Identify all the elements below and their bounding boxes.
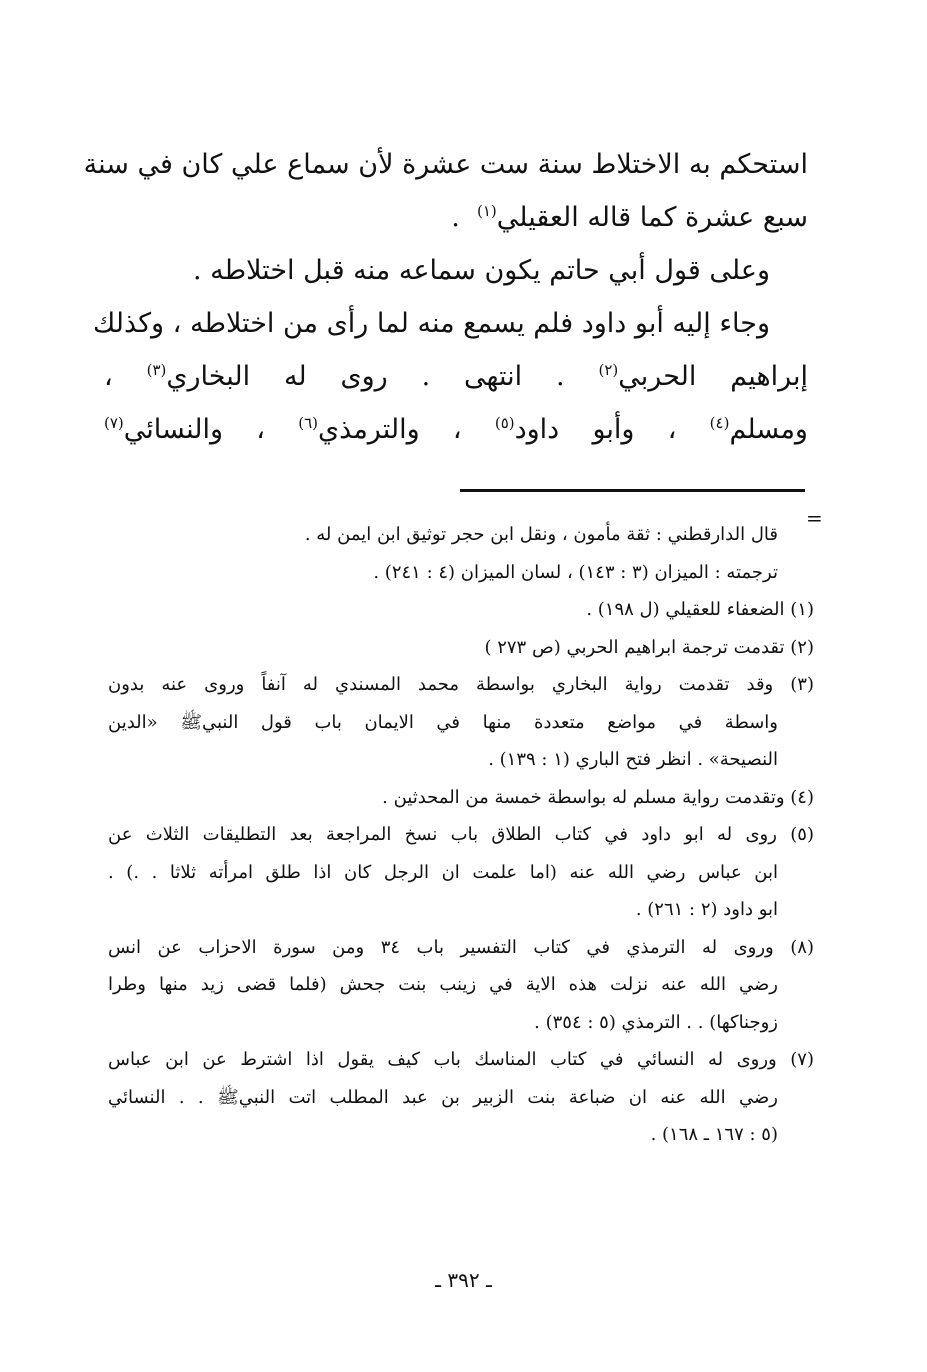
main-line-5-rawa: [147, 361, 388, 392]
footnote-continuation-line: [108, 516, 814, 554]
footnote-line: [108, 666, 814, 704]
footnote-number: (٢): [790, 636, 814, 658]
footnote-line: [108, 1004, 814, 1042]
footnote-marker-5[interactable]: (٥): [494, 414, 515, 432]
footnote-number: (٤): [790, 786, 814, 808]
footnotes: [108, 516, 814, 1154]
main-line-6-d: [104, 414, 265, 445]
footnote-text: الضعفاء للعقيلي (ل ١٩٨) .: [586, 599, 785, 620]
footnote-separator: [460, 489, 805, 492]
footnote-line: [108, 891, 814, 929]
footnote-marker-2[interactable]: (٢): [598, 361, 619, 379]
footnote-line: [108, 966, 814, 1004]
main-text: [83, 138, 808, 456]
footnote-text: وروى له الترمذي في كتاب التفسير باب ٣٤ ومن سورة الاحزاب عن انس: [108, 936, 774, 958]
footnote-continuation-text: قال الدارقطني : ثقة مأمون ، ونقل ابن حجر توثيق ابن ايمن له .: [304, 524, 778, 545]
footnote-line: [108, 704, 814, 742]
main-line-5-mid: . انتهى .: [421, 361, 565, 392]
footnote-text: رضي الله عنه ان ضباعة بنت الزبير بن عبد المطلب اتت النبيﷺ . . النسائي: [108, 1086, 778, 1108]
main-line-2-tail: .: [451, 202, 460, 233]
page-number: ـ ٣٩٢ ـ: [435, 1268, 492, 1292]
footnote-line: [108, 629, 814, 667]
main-line-5-rawa-text: روى له البخاري: [166, 361, 388, 392]
footnote-line: [108, 816, 814, 854]
footnote-marker-4[interactable]: (٤): [709, 414, 730, 432]
main-line-6-abudawud: ، وأبو داود: [514, 414, 677, 445]
main-line-2: [104, 191, 808, 244]
footnote-line: [108, 1116, 814, 1154]
footnote-text: النصيحة» . انظر فتح الباري (١ : ١٣٩) .: [488, 749, 778, 770]
main-line-6-nasai: ، والنسائي: [123, 414, 265, 445]
main-line-6: [104, 403, 808, 456]
main-line-6-tirmidhi: ، والترمذي: [318, 414, 462, 445]
footnote-text: زوجناكها) . . الترمذي (٥ : ٣٥٤) .: [534, 1011, 778, 1033]
footnote-number: (١): [790, 599, 814, 620]
footnote-marker-6[interactable]: (٦): [298, 414, 319, 432]
footnote-text: ابو داود (٢ : ٢٦١) .: [635, 899, 778, 920]
main-line-5-text: إبراهيم الحربي: [618, 361, 808, 392]
continuation-mark: =: [806, 506, 823, 530]
footnote-line: [108, 854, 814, 892]
footnote-text: روى له ابو داود في كتاب الطلاق باب نسخ المراجعة بعد التطليقات الثلاث عن: [108, 824, 777, 845]
main-line-6-text: ومسلم: [729, 414, 808, 445]
main-line-4-text: وجاء إليه أبو داود فلم يسمع منه لما رأى من اختلاطه ، وكذلك: [93, 308, 770, 339]
footnote-marker-1[interactable]: (١): [476, 202, 497, 220]
footnote-list: [108, 591, 814, 1154]
main-line-5-start: [422, 361, 808, 392]
main-line-6-b: [495, 414, 677, 445]
footnote-text: ابن عباس رضي الله عنه (اما علمت ان الرجل كان اذا طلق امرأته ثلاثا . .) .: [108, 861, 778, 883]
main-line-4: [93, 297, 808, 350]
footnote-line: [108, 779, 814, 817]
footnote-marker-7[interactable]: (٧): [104, 414, 124, 432]
main-line-3: [104, 244, 808, 297]
footnote-text: وتقدمت رواية مسلم له بواسطة خمسة من المحدثين .: [382, 786, 785, 808]
main-line-6-c: [298, 414, 461, 445]
footnote-number: (٨): [790, 936, 814, 958]
footnote-line: [108, 929, 814, 967]
footnote-marker-3[interactable]: (٣): [146, 361, 167, 379]
footnote-number: (٣): [790, 674, 814, 695]
footnote-line: [108, 591, 814, 629]
footnote-number: (٥): [790, 824, 814, 845]
footnote-line: [108, 741, 814, 779]
main-line-1: [83, 138, 808, 191]
footnote-text: تقدمت ترجمة ابراهيم الحربي (ص ٢٧٣ ): [484, 636, 785, 658]
main-line-1-text: استحكم به الاختلاط سنة ست عشرة لأن سماع علي كان في سنة: [83, 149, 808, 180]
footnote-number: (٧): [790, 1049, 814, 1070]
footnote-text: وقد تقدمت رواية البخاري بواسطة محمد المسندي له آنفاً وروى عنه بدون: [108, 674, 774, 695]
main-line-2-text: سبع عشرة كما قاله العقيلي: [496, 202, 808, 233]
footnote-line: [108, 1041, 814, 1079]
main-line-5-tail: ،: [104, 361, 113, 392]
main-line-3-text: وعلى قول أبي حاتم يكون سماعه منه قبل اختلاطه .: [192, 255, 770, 286]
footnote-text: (٥ : ١٦٧ ـ ١٦٨) .: [650, 1124, 778, 1145]
footnote-continuation-line: [108, 554, 814, 592]
footnote-text: واسطة في مواضع متعددة منها في الايمان باب قول النبيﷺ «الدين: [108, 711, 778, 733]
main-line-6-a: [710, 414, 808, 445]
footnote-line: [108, 1079, 814, 1117]
main-line-5: [104, 350, 808, 403]
footnote-text: وروى له النسائي في كتاب المناسك باب كيف يقول اذا اشترط عن ابن عباس: [108, 1049, 777, 1070]
footnote-continuation-text: ترجمته : الميزان (٣ : ١٤٣) ، لسان الميزان (٤ : ٢٤١) .: [373, 561, 778, 583]
footnote-text: رضي الله عنه نزلت هذه الاية في زينب بنت جحش (فلما قضى زيد منها وطرا: [108, 974, 778, 995]
